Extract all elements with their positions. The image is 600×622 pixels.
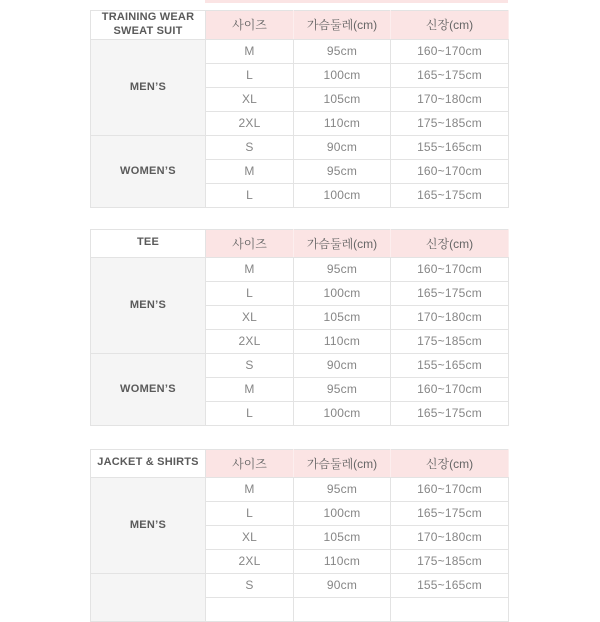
height-cell: 160~170cm — [391, 257, 509, 281]
height-cell: 165~175cm — [391, 401, 509, 425]
column-header-height: 신장(cm) — [391, 11, 509, 40]
size-cell: S — [206, 135, 294, 159]
table-row — [91, 257, 509, 281]
chest-cell: 105cm — [294, 87, 391, 111]
height-cell: 155~165cm — [391, 353, 509, 377]
height-cell: 155~165cm — [391, 573, 509, 597]
table-row — [91, 477, 509, 501]
height-cell: 175~185cm — [391, 329, 509, 353]
size-cell: M — [206, 377, 294, 401]
chest-cell: 100cm — [294, 183, 391, 207]
size-cell: XL — [206, 305, 294, 329]
group-label — [91, 573, 206, 621]
group-label: MEN’S — [91, 477, 206, 573]
column-header-chest: 가슴둘레(cm) — [294, 229, 391, 257]
height-cell: 165~175cm — [391, 281, 509, 305]
size-cell: L — [206, 401, 294, 425]
chest-cell — [294, 597, 391, 621]
size-cell: M — [206, 159, 294, 183]
size-cell: L — [206, 281, 294, 305]
chest-cell: 110cm — [294, 329, 391, 353]
size-cell: 2XL — [206, 549, 294, 573]
size-cell: M — [206, 477, 294, 501]
table-row — [91, 353, 509, 377]
table-title: TEE — [91, 229, 206, 257]
chest-cell: 90cm — [294, 135, 391, 159]
chest-cell: 95cm — [294, 377, 391, 401]
chest-cell: 90cm — [294, 573, 391, 597]
size-cell: XL — [206, 525, 294, 549]
size-table-3 — [90, 449, 509, 622]
size-cell — [206, 597, 294, 621]
column-header-height: 신장(cm) — [391, 449, 509, 477]
height-cell: 165~175cm — [391, 183, 509, 207]
size-cell: XL — [206, 87, 294, 111]
header-row — [91, 229, 509, 257]
size-cell: L — [206, 63, 294, 87]
height-cell: 160~170cm — [391, 159, 509, 183]
table-row — [91, 135, 509, 159]
chest-cell: 105cm — [294, 305, 391, 329]
height-cell: 175~185cm — [391, 111, 509, 135]
chest-cell: 90cm — [294, 353, 391, 377]
header-row — [91, 449, 509, 477]
group-label: WOMEN’S — [91, 135, 206, 207]
chest-cell: 105cm — [294, 525, 391, 549]
height-cell: 165~175cm — [391, 63, 509, 87]
column-header-size: 사이즈 — [206, 11, 294, 40]
column-header-chest: 가슴둘레(cm) — [294, 449, 391, 477]
height-cell: 165~175cm — [391, 501, 509, 525]
chest-cell: 100cm — [294, 63, 391, 87]
size-cell: 2XL — [206, 329, 294, 353]
size-cell: M — [206, 39, 294, 63]
chest-cell: 95cm — [294, 39, 391, 63]
group-label: MEN’S — [91, 39, 206, 135]
size-cell: L — [206, 183, 294, 207]
size-table-2 — [90, 229, 509, 426]
height-cell — [391, 597, 509, 621]
size-cell: S — [206, 353, 294, 377]
height-cell: 170~180cm — [391, 525, 509, 549]
group-label: WOMEN’S — [91, 353, 206, 425]
size-cell: M — [206, 257, 294, 281]
height-cell: 160~170cm — [391, 377, 509, 401]
height-cell: 170~180cm — [391, 87, 509, 111]
group-label: MEN’S — [91, 257, 206, 353]
table-row — [91, 573, 509, 597]
table-row — [91, 39, 509, 63]
table-title: JACKET & SHIRTS — [91, 449, 206, 477]
height-cell: 155~165cm — [391, 135, 509, 159]
chest-cell: 110cm — [294, 111, 391, 135]
size-cell: S — [206, 573, 294, 597]
size-table-1 — [90, 10, 509, 208]
column-header-size: 사이즈 — [206, 449, 294, 477]
column-header-chest: 가슴둘레(cm) — [294, 11, 391, 40]
chest-cell: 100cm — [294, 401, 391, 425]
height-cell: 160~170cm — [391, 477, 509, 501]
column-header-height: 신장(cm) — [391, 229, 509, 257]
size-cell: 2XL — [206, 111, 294, 135]
size-tables-container — [90, 0, 508, 622]
height-cell: 160~170cm — [391, 39, 509, 63]
table-title: TRAINING WEAR SWEAT SUIT — [91, 11, 206, 40]
chest-cell: 100cm — [294, 281, 391, 305]
header-row — [91, 11, 509, 40]
height-cell: 170~180cm — [391, 305, 509, 329]
size-cell: L — [206, 501, 294, 525]
chest-cell: 95cm — [294, 477, 391, 501]
height-cell: 175~185cm — [391, 549, 509, 573]
chest-cell: 100cm — [294, 501, 391, 525]
chest-cell: 110cm — [294, 549, 391, 573]
chest-cell: 95cm — [294, 159, 391, 183]
chest-cell: 95cm — [294, 257, 391, 281]
column-header-size: 사이즈 — [206, 229, 294, 257]
